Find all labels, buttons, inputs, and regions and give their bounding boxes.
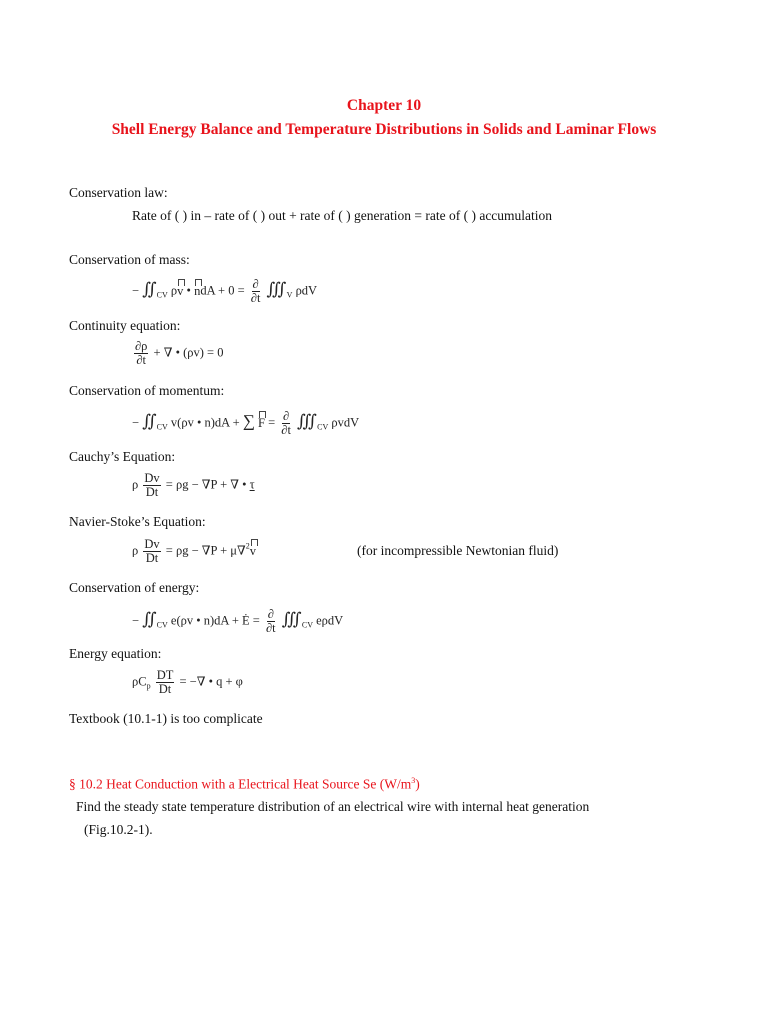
navier-stokes-equation: ρ $\frac{Dv}{Dt}$ = ρg − ∇P + μ∇$^2$v — [132, 537, 256, 566]
cauchy-equation: ρ $\frac{Dv}{Dt}$ = ρg − ∇P + ∇ • τ — [132, 471, 255, 500]
textbook-note: Textbook (10.1-1) is too complicate — [69, 711, 263, 726]
conservation-momentum-heading: Conservation of momentum: — [69, 383, 225, 398]
energy-equation: $\rho C_p$ $\frac{DT}{Dt}$ = −∇ • q + φ — [132, 668, 243, 697]
energy-conservation-equation: − $∬_{CV}$ e(ρv • n)dA + Ė = $\frac{\partial}{\partial t}$ $∭_{CV}$ eρdV — [132, 607, 344, 636]
continuity-heading: Continuity equation: — [69, 318, 181, 333]
chapter-heading: Chapter 10 — [346, 97, 422, 114]
continuity-equation: $\frac{\partial\rho}{\partial t}$ + ∇ • (ρv) = 0 — [135, 339, 224, 368]
section-10-2-heading: § 10.2 Heat Conduction with a Electrical Heat Source Se $(W/m^3)$ — [69, 776, 420, 792]
section-10-2-body-line1: Find the steady state temperature distribution of an electrical wire with internal heat generation — [76, 799, 590, 814]
conservation-energy-heading: Conservation of energy: — [69, 580, 200, 595]
conservation-law-heading: Conservation law: — [69, 185, 168, 200]
cauchy-heading: Cauchy’s Equation: — [69, 449, 176, 464]
navier-stokes-note: (for incompressible Newtonian fluid) — [357, 543, 559, 558]
conservation-mass-heading: Conservation of mass: — [69, 252, 190, 267]
momentum-equation: − $∬_{CV}$ v(ρv • n)dA + ∑ F = $\frac{\partial}{\partial t}$ $∭_{CV}$ ρvdV — [132, 409, 360, 438]
mass-equation: − $∬_{CV}$ ρv • ndA + 0 = $\frac{\partial}{\partial t}$ $∭_V$ ρdV — [132, 277, 318, 306]
energy-equation-heading: Energy equation: — [69, 646, 162, 661]
conservation-law-statement: Rate of ( ) in – rate of ( ) out + rate of ( ) generation = rate of ( ) accumulation — [132, 208, 553, 223]
section-10-2-body-line2: (Fig.10.2-1). — [84, 822, 153, 837]
chapter-title: Shell Energy Balance and Temperature Distributions in Solids and Laminar Flows — [111, 121, 657, 138]
navier-stokes-heading: Navier-Stoke’s Equation: — [69, 514, 206, 529]
